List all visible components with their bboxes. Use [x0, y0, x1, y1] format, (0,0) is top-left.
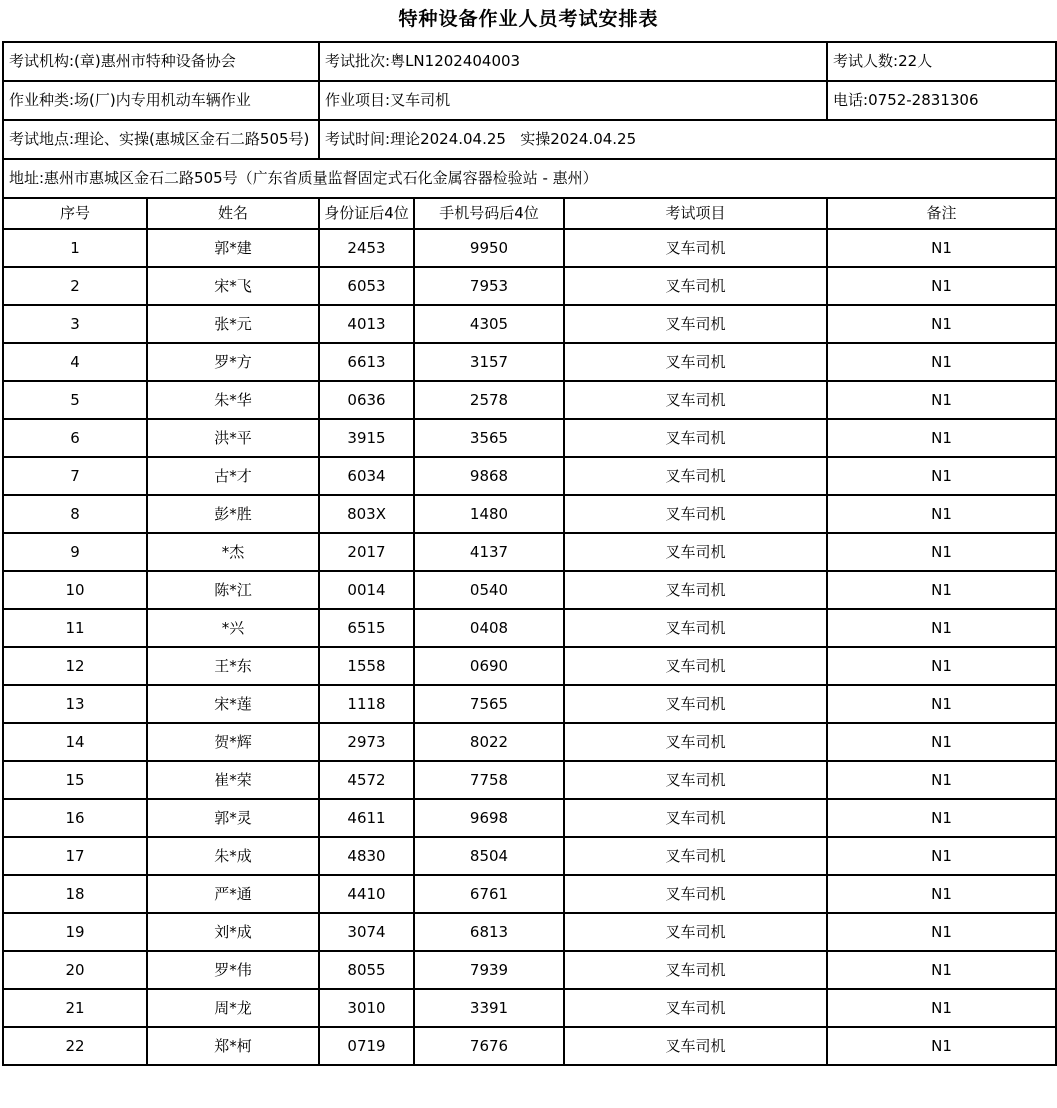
header-row	[3, 198, 1056, 229]
cell-exam-project: 叉车司机	[564, 913, 827, 951]
cell-exam-project: 叉车司机	[564, 381, 827, 419]
info-section	[3, 42, 1056, 229]
cell-exam-project: 叉车司机	[564, 989, 827, 1027]
cell-exam-project: 叉车司机	[564, 837, 827, 875]
cell-remark: N1	[827, 799, 1056, 837]
cell-name: 刘*成	[147, 913, 319, 951]
cell-index: 10	[3, 571, 147, 609]
cell-phone-last4: 0540	[414, 571, 564, 609]
cell-exam-project: 叉车司机	[564, 761, 827, 799]
table-row	[3, 381, 1056, 419]
cell-name: 贺*辉	[147, 723, 319, 761]
cell-exam-project: 叉车司机	[564, 229, 827, 267]
cell-id-last4: 4572	[319, 761, 414, 799]
cell-name: 洪*平	[147, 419, 319, 457]
cell-phone-last4: 7758	[414, 761, 564, 799]
cell-index: 5	[3, 381, 147, 419]
cell-phone-last4: 7676	[414, 1027, 564, 1065]
cell-name: 罗*方	[147, 343, 319, 381]
cell-exam-project: 叉车司机	[564, 305, 827, 343]
cell-index: 15	[3, 761, 147, 799]
cell-remark: N1	[827, 305, 1056, 343]
cell-id-last4: 3010	[319, 989, 414, 1027]
cell-remark: N1	[827, 267, 1056, 305]
cell-id-last4: 6053	[319, 267, 414, 305]
cell-phone-last4: 9950	[414, 229, 564, 267]
cell-name: 彭*胜	[147, 495, 319, 533]
cell-exam-project: 叉车司机	[564, 267, 827, 305]
cell-remark: N1	[827, 723, 1056, 761]
cell-phone-last4: 3391	[414, 989, 564, 1027]
cell-remark: N1	[827, 837, 1056, 875]
cell-index: 9	[3, 533, 147, 571]
header-cell-remark: 备注	[827, 198, 1056, 229]
info-row-1	[3, 42, 1056, 81]
table-row	[3, 913, 1056, 951]
cell-exam-project: 叉车司机	[564, 495, 827, 533]
header-cell-exam-project: 考试项目	[564, 198, 827, 229]
cell-phone-last4: 7939	[414, 951, 564, 989]
cell-id-last4: 4013	[319, 305, 414, 343]
cell-remark: N1	[827, 685, 1056, 723]
cell-phone-last4: 8504	[414, 837, 564, 875]
table-row	[3, 305, 1056, 343]
cell-phone-last4: 9868	[414, 457, 564, 495]
cell-remark: N1	[827, 913, 1056, 951]
cell-name: 朱*华	[147, 381, 319, 419]
cell-remark: N1	[827, 229, 1056, 267]
info-cell-exam-time: 考试时间:理论2024.04.25 实操2024.04.25	[319, 120, 1056, 159]
cell-phone-last4: 7565	[414, 685, 564, 723]
cell-phone-last4: 4137	[414, 533, 564, 571]
cell-index: 19	[3, 913, 147, 951]
cell-exam-project: 叉车司机	[564, 647, 827, 685]
info-cell-exam-batch: 考试批次:粤LN1202404003	[319, 42, 827, 81]
data-rows-section	[3, 229, 1056, 1065]
table-row	[3, 685, 1056, 723]
info-row-2	[3, 81, 1056, 120]
header-cell-phone-last4: 手机号码后4位	[414, 198, 564, 229]
cell-id-last4: 6034	[319, 457, 414, 495]
cell-name: 崔*荣	[147, 761, 319, 799]
page-title: 特种设备作业人员考试安排表	[398, 8, 659, 30]
cell-remark: N1	[827, 457, 1056, 495]
cell-name: 宋*莲	[147, 685, 319, 723]
info-cell-work-category: 作业种类:场(厂)内专用机动车辆作业	[3, 81, 319, 120]
table-row	[3, 799, 1056, 837]
cell-index: 4	[3, 343, 147, 381]
cell-name: 郭*建	[147, 229, 319, 267]
cell-name: *杰	[147, 533, 319, 571]
cell-name: 陈*江	[147, 571, 319, 609]
table-row	[3, 343, 1056, 381]
table-row	[3, 267, 1056, 305]
table-row	[3, 761, 1056, 799]
cell-exam-project: 叉车司机	[564, 1027, 827, 1065]
table-row	[3, 229, 1056, 267]
table-row	[3, 723, 1056, 761]
cell-exam-project: 叉车司机	[564, 571, 827, 609]
cell-exam-project: 叉车司机	[564, 343, 827, 381]
cell-remark: N1	[827, 761, 1056, 799]
table-row	[3, 533, 1056, 571]
info-cell-work-project: 作业项目:叉车司机	[319, 81, 827, 120]
cell-remark: N1	[827, 875, 1056, 913]
cell-id-last4: 1118	[319, 685, 414, 723]
cell-index: 3	[3, 305, 147, 343]
cell-exam-project: 叉车司机	[564, 723, 827, 761]
info-row-4	[3, 159, 1056, 198]
cell-index: 7	[3, 457, 147, 495]
header-cell-id-last4: 身份证后4位	[319, 198, 414, 229]
table-row	[3, 837, 1056, 875]
cell-id-last4: 1558	[319, 647, 414, 685]
cell-name: 郭*灵	[147, 799, 319, 837]
info-row-3	[3, 120, 1056, 159]
cell-name: 王*东	[147, 647, 319, 685]
cell-phone-last4: 8022	[414, 723, 564, 761]
cell-exam-project: 叉车司机	[564, 799, 827, 837]
header-cell-name: 姓名	[147, 198, 319, 229]
cell-id-last4: 0014	[319, 571, 414, 609]
cell-remark: N1	[827, 533, 1056, 571]
cell-index: 17	[3, 837, 147, 875]
cell-index: 18	[3, 875, 147, 913]
cell-index: 8	[3, 495, 147, 533]
cell-id-last4: 4410	[319, 875, 414, 913]
info-cell-exam-location: 考试地点:理论、实操(惠城区金石二路505号)	[3, 120, 319, 159]
cell-remark: N1	[827, 609, 1056, 647]
cell-index: 14	[3, 723, 147, 761]
cell-remark: N1	[827, 419, 1056, 457]
cell-name: 古*才	[147, 457, 319, 495]
cell-remark: N1	[827, 989, 1056, 1027]
cell-phone-last4: 4305	[414, 305, 564, 343]
table-row	[3, 571, 1056, 609]
cell-phone-last4: 0408	[414, 609, 564, 647]
cell-id-last4: 4830	[319, 837, 414, 875]
cell-phone-last4: 0690	[414, 647, 564, 685]
cell-id-last4: 803X	[319, 495, 414, 533]
cell-id-last4: 4611	[319, 799, 414, 837]
cell-phone-last4: 9698	[414, 799, 564, 837]
cell-index: 16	[3, 799, 147, 837]
cell-name: 朱*成	[147, 837, 319, 875]
cell-exam-project: 叉车司机	[564, 419, 827, 457]
cell-id-last4: 8055	[319, 951, 414, 989]
table-row	[3, 647, 1056, 685]
cell-name: 周*龙	[147, 989, 319, 1027]
cell-name: 严*通	[147, 875, 319, 913]
cell-index: 2	[3, 267, 147, 305]
table-row	[3, 1027, 1056, 1065]
cell-id-last4: 0636	[319, 381, 414, 419]
cell-remark: N1	[827, 495, 1056, 533]
cell-remark: N1	[827, 381, 1056, 419]
cell-phone-last4: 7953	[414, 267, 564, 305]
cell-index: 22	[3, 1027, 147, 1065]
cell-name: *兴	[147, 609, 319, 647]
cell-index: 13	[3, 685, 147, 723]
cell-id-last4: 2453	[319, 229, 414, 267]
cell-id-last4: 3074	[319, 913, 414, 951]
cell-phone-last4: 1480	[414, 495, 564, 533]
table-row	[3, 457, 1056, 495]
cell-exam-project: 叉车司机	[564, 685, 827, 723]
cell-name: 宋*飞	[147, 267, 319, 305]
cell-name: 郑*柯	[147, 1027, 319, 1065]
info-cell-exam-organization: 考试机构:(章)惠州市特种设备协会	[3, 42, 319, 81]
cell-index: 12	[3, 647, 147, 685]
cell-id-last4: 0719	[319, 1027, 414, 1065]
cell-exam-project: 叉车司机	[564, 951, 827, 989]
cell-index: 11	[3, 609, 147, 647]
info-cell-phone: 电话:0752-2831306	[827, 81, 1056, 120]
cell-remark: N1	[827, 571, 1056, 609]
cell-id-last4: 2017	[319, 533, 414, 571]
cell-remark: N1	[827, 951, 1056, 989]
info-cell-address: 地址:惠州市惠城区金石二路505号（广东省质量监督固定式石化金属容器检验站 - 惠州）	[3, 159, 1056, 198]
table-row	[3, 989, 1056, 1027]
cell-id-last4: 3915	[319, 419, 414, 457]
table-row	[3, 951, 1056, 989]
cell-phone-last4: 3565	[414, 419, 564, 457]
cell-remark: N1	[827, 1027, 1056, 1065]
cell-name: 罗*伟	[147, 951, 319, 989]
cell-index: 1	[3, 229, 147, 267]
header-cell-index: 序号	[3, 198, 147, 229]
cell-exam-project: 叉车司机	[564, 533, 827, 571]
cell-remark: N1	[827, 343, 1056, 381]
cell-phone-last4: 6761	[414, 875, 564, 913]
cell-exam-project: 叉车司机	[564, 457, 827, 495]
cell-id-last4: 6613	[319, 343, 414, 381]
table-row	[3, 609, 1056, 647]
table-row	[3, 495, 1056, 533]
cell-id-last4: 6515	[319, 609, 414, 647]
cell-remark: N1	[827, 647, 1056, 685]
cell-index: 21	[3, 989, 147, 1027]
cell-id-last4: 2973	[319, 723, 414, 761]
table-row	[3, 875, 1056, 913]
cell-name: 张*元	[147, 305, 319, 343]
table-row	[3, 419, 1056, 457]
cell-phone-last4: 3157	[414, 343, 564, 381]
info-cell-exam-count: 考试人数:22人	[827, 42, 1056, 81]
cell-exam-project: 叉车司机	[564, 875, 827, 913]
cell-exam-project: 叉车司机	[564, 609, 827, 647]
cell-index: 20	[3, 951, 147, 989]
cell-phone-last4: 2578	[414, 381, 564, 419]
cell-phone-last4: 6813	[414, 913, 564, 951]
cell-index: 6	[3, 419, 147, 457]
exam-schedule-table	[2, 41, 1057, 1066]
